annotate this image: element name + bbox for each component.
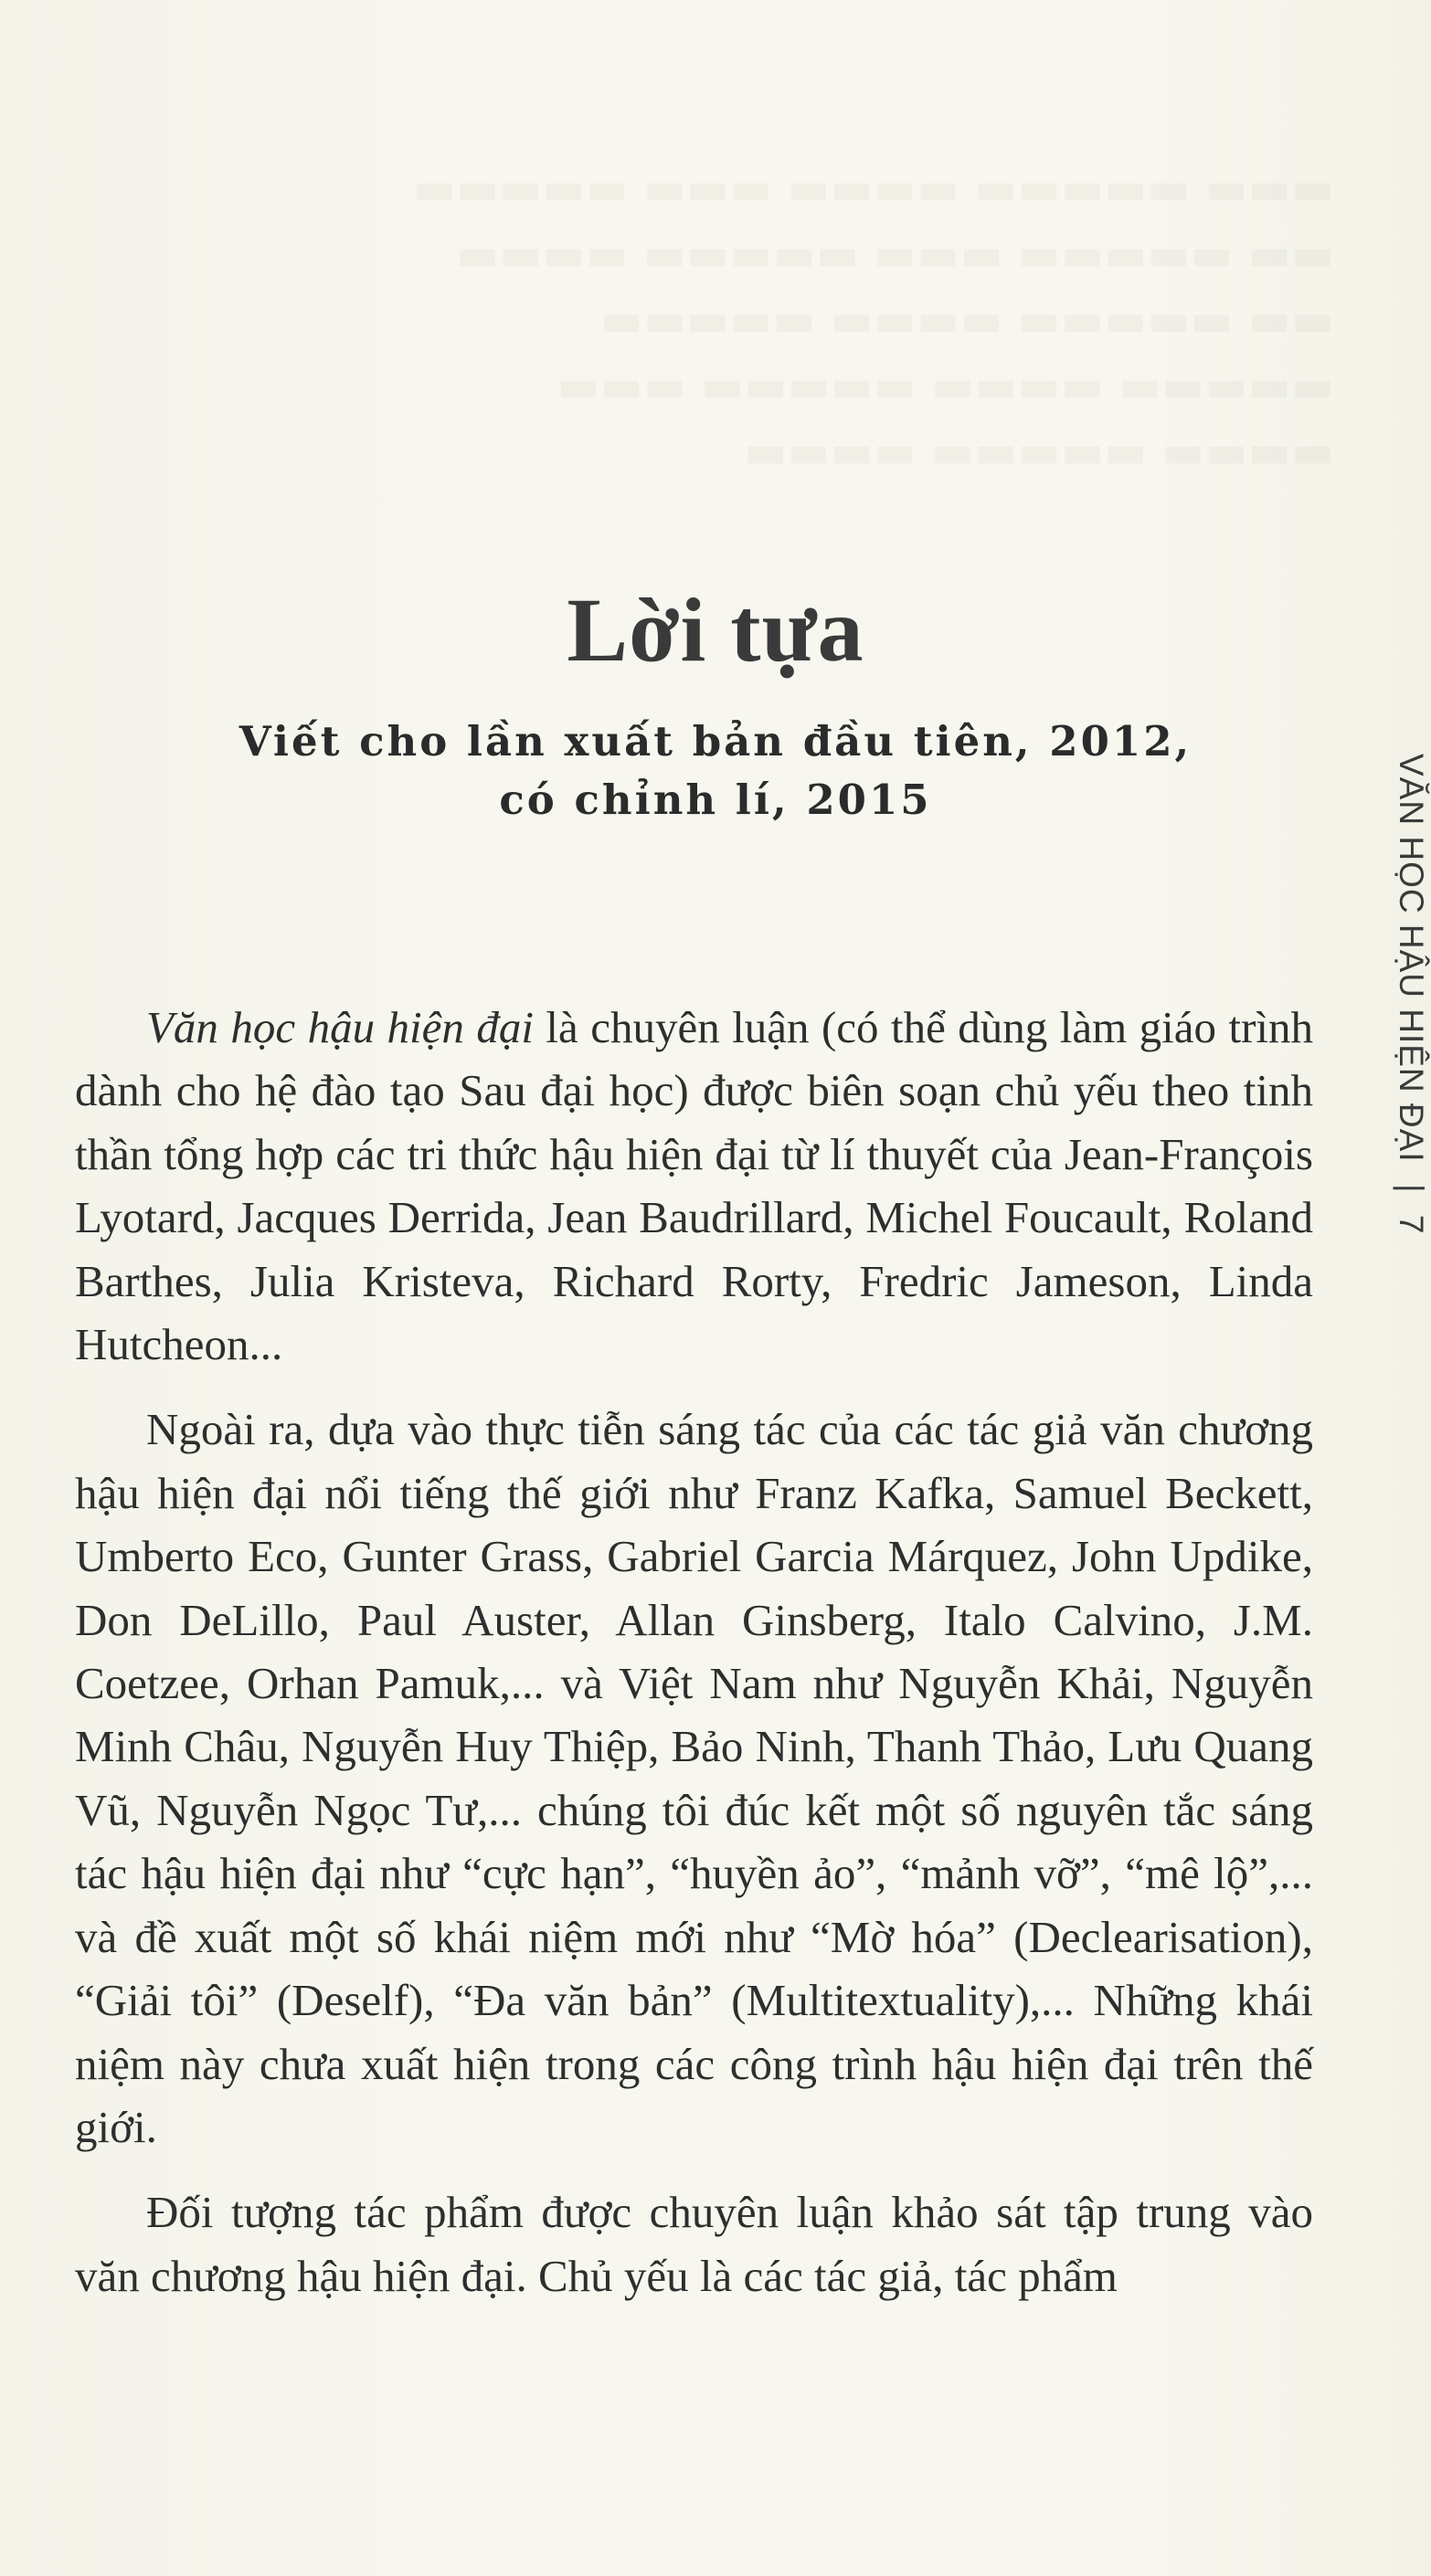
running-header [1392, 754, 1430, 1234]
page-subtitle [0, 713, 1431, 829]
book-title-italic: Văn học hậu hiện đại [146, 1002, 534, 1052]
page-number: 7 [1393, 1214, 1430, 1235]
paragraph-1-text: là chuyên luận (có thể dùng làm giáo trình dành cho hệ đào tạo Sau đại học) được biên soạn chủ yếu theo tinh thần tổng hợp các tri thức hậu hiện đại từ lí thuyết của Jean-François Lyotard, Jacques Derrida, Jean Baudrillard, Michel Foucault, Roland Barthes, Julia Kristeva, Richard Rorty, Fredric Jameson, Linda Hutcheon... [75, 1002, 1313, 1370]
paragraph-2: Ngoài ra, dựa vào thực tiễn sáng tác của các tác giả văn chương hậu hiện đại nổi tiếng thế giới như Franz Kafka, Samuel Beckett, Umberto Eco, Gunter Grass, Gabriel Garcia Márquez, John Updike, Don DeLillo, Paul Auster, Allan Ginsberg, Italo Calvino, J.M. Coetzee, Orhan Pamuk,... và Việt Nam như Nguyễn Khải, Nguyễn Minh Châu, Nguyễn Huy Thiệp, Bảo Ninh, Thanh Thảo, Lưu Quang Vũ, Nguyễn Ngọc Tư,... chúng tôi đúc kết một số nguyên tắc sáng tác hậu hiện đại như “cực hạn”, “huyền ảo”, “mảnh vỡ”, “mê lộ”,... và đề xuất một số khái niệm mới như “Mờ hóa” (Declearisation), “Giải tôi” (Deself), “Đa văn bản” (Multitextuality),... Những khái niệm này chưa xuất hiện trong các công trình hậu hiện đại trên thế giới. [75, 1404, 1313, 2152]
show-through-texture: ▬▬▬▬▬ ▬▬▬ ▬▬▬▬ ▬▬▬▬▬ ▬▬▬ ▬▬▬▬ ▬▬▬▬▬ ▬▬▬ ▬▬▬▬▬ ▬▬ ▬▬▬▬▬ ▬▬▬▬ ▬▬▬▬▬ ▬▬ ▬▬▬ ▬▬▬▬▬ ▬▬▬▬ ▬▬▬▬▬ ▬▬▬▬ ▬▬▬▬▬ ▬▬▬▬ [412, 162, 1334, 478]
paragraph-1 [75, 996, 1313, 1376]
running-header-title: VĂN HỌC HẬU HIỆN ĐẠI [1393, 754, 1430, 1163]
subtitle-line-2: có chỉnh lí, 2015 [499, 776, 932, 824]
subtitle-line-1: Viết cho lần xuất bản đầu tiên, 2012, [238, 717, 1192, 765]
body-text [75, 996, 1313, 2329]
page-title: Lời tựa [567, 579, 864, 681]
paragraph-3: Đối tượng tác phẩm được chuyên luận khảo sát tập trung vào văn chương hậu hiện đại. Chủ yếu là các tác giả, tác phẩm [75, 2187, 1313, 2301]
running-header-separator: | [1393, 1183, 1430, 1194]
